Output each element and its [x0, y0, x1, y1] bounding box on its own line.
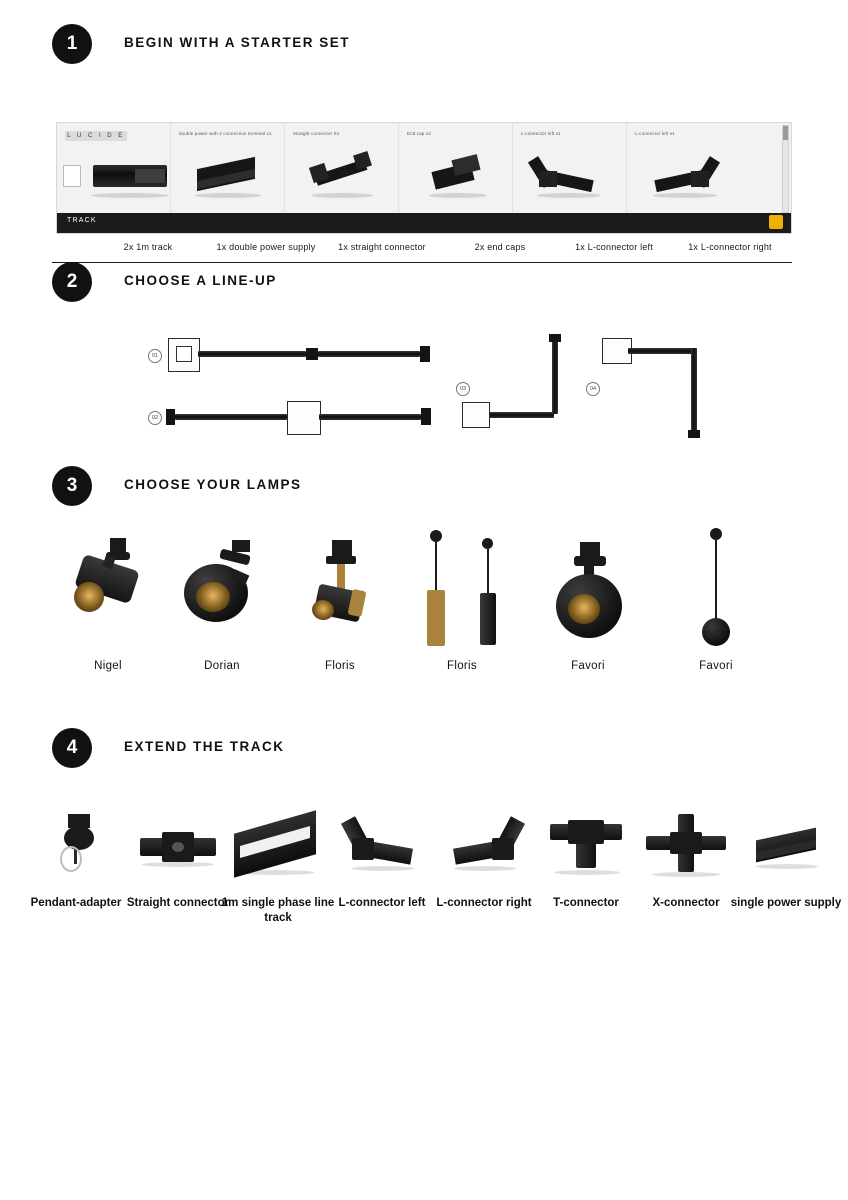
- starter-item-1: 1x double power supply: [216, 242, 316, 252]
- extend-straight-connector[interactable]: [126, 800, 230, 890]
- step-1-section: [0, 24, 848, 274]
- step-4-section: [0, 728, 848, 788]
- lineup-diagrams: [0, 320, 848, 450]
- lamp-favori-pendant-label: Favori: [699, 660, 733, 672]
- step-2-header: [0, 262, 848, 318]
- extend-line-track-label: 1m single phase line track: [221, 897, 335, 924]
- step-1-header: [0, 24, 848, 80]
- extend-l-connector-left[interactable]: [330, 800, 434, 890]
- step-3-section: [0, 466, 848, 526]
- banner-footer-strip: [57, 213, 791, 233]
- extend-x-connector-label: X-connector: [652, 897, 720, 909]
- lamp-floris-pendant-label: Floris: [447, 660, 477, 672]
- step-3-title: CHOOSE YOUR LAMPS: [124, 477, 302, 492]
- lineup-02-number: 02: [148, 411, 162, 425]
- brand-logo: L U C I D E: [65, 131, 127, 141]
- banner-cell-2-caption: Straight connector X1: [293, 131, 340, 136]
- lineup-03-number: 03: [456, 382, 470, 396]
- extend-track-options: [0, 800, 848, 970]
- banner-cell-straight-connector: [285, 123, 399, 215]
- lamp-floris-spot[interactable]: [280, 520, 400, 660]
- banner-cell-4-caption: L-connector left x1: [521, 131, 561, 136]
- starter-item-0: 2x 1m track: [123, 242, 173, 252]
- lineup-04-number: 04: [586, 382, 600, 396]
- lamp-nigel-label: Nigel: [94, 660, 122, 672]
- step-4-title: EXTEND THE TRACK: [124, 739, 285, 754]
- extend-l-connector-right-label: L-connector right: [436, 897, 532, 909]
- banner-cell-end-cap: [399, 123, 513, 215]
- extend-single-power-supply[interactable]: [738, 800, 842, 890]
- lineup-03-supply: [462, 402, 490, 428]
- extend-t-connector[interactable]: [534, 800, 638, 890]
- banner-strip-label: TRACK: [67, 217, 97, 224]
- step-4-header: [0, 728, 848, 784]
- extend-x-connector[interactable]: [634, 800, 738, 890]
- step-2-title: CHOOSE A LINE-UP: [124, 273, 277, 288]
- step-1-title: BEGIN WITH A STARTER SET: [124, 35, 350, 50]
- extend-straight-connector-label: Straight connector: [126, 897, 230, 909]
- banner-cell-l-connector-left: [513, 123, 627, 215]
- banner-cell-power-supply: [171, 123, 285, 215]
- banner-cell-1-caption: double power with 2 connection terminal x1: [179, 131, 272, 136]
- starter-set-captions: [56, 242, 792, 260]
- lamp-dorian[interactable]: [162, 520, 282, 660]
- lamp-options: [0, 520, 848, 680]
- step-3-badge: 3: [52, 466, 92, 506]
- lamp-nigel[interactable]: [48, 520, 168, 660]
- step-1-badge: 1: [52, 24, 92, 64]
- banner-scrollbar[interactable]: [782, 125, 789, 213]
- lamp-favori-spot-label: Favori: [571, 660, 605, 672]
- extend-t-connector-label: T-connector: [553, 897, 619, 909]
- extend-l-connector-right[interactable]: [432, 800, 536, 890]
- extend-single-power-supply-label: single power supply: [730, 897, 842, 909]
- starter-item-2: 1x straight connector: [338, 242, 426, 252]
- extend-l-connector-left-label: L-connector left: [338, 897, 426, 909]
- banner-cell-5-caption: L-connector left x1: [635, 131, 675, 136]
- banner-cell-l-connector-right: [627, 123, 741, 215]
- extend-line-track[interactable]: [226, 800, 330, 890]
- banner-cell-3-caption: End cap x2: [407, 131, 431, 136]
- lamp-floris-pendant[interactable]: [400, 520, 520, 660]
- starter-item-4: 1x L-connector left: [575, 242, 653, 252]
- banner-badge-icon: [769, 215, 783, 229]
- step-2-badge: 2: [52, 262, 92, 302]
- lineup-02-supply: [287, 401, 321, 435]
- lineup-01-number: 01: [148, 349, 162, 363]
- extend-pendant-adapter[interactable]: [24, 800, 128, 890]
- banner-cell-track: [57, 123, 171, 215]
- starter-set-banner: [56, 122, 792, 234]
- starter-item-3: 2x end caps: [474, 242, 526, 252]
- step-4-badge: 4: [52, 728, 92, 768]
- lamp-favori-spot[interactable]: [528, 520, 648, 660]
- step-3-header: [0, 466, 848, 522]
- starter-item-5: 1x L-connector right: [688, 242, 772, 252]
- extend-pendant-adapter-label: Pendant-adapter: [30, 897, 122, 909]
- lamp-dorian-label: Dorian: [204, 660, 240, 672]
- lamp-floris-spot-label: Floris: [325, 660, 355, 672]
- lamp-favori-pendant[interactable]: [656, 520, 776, 660]
